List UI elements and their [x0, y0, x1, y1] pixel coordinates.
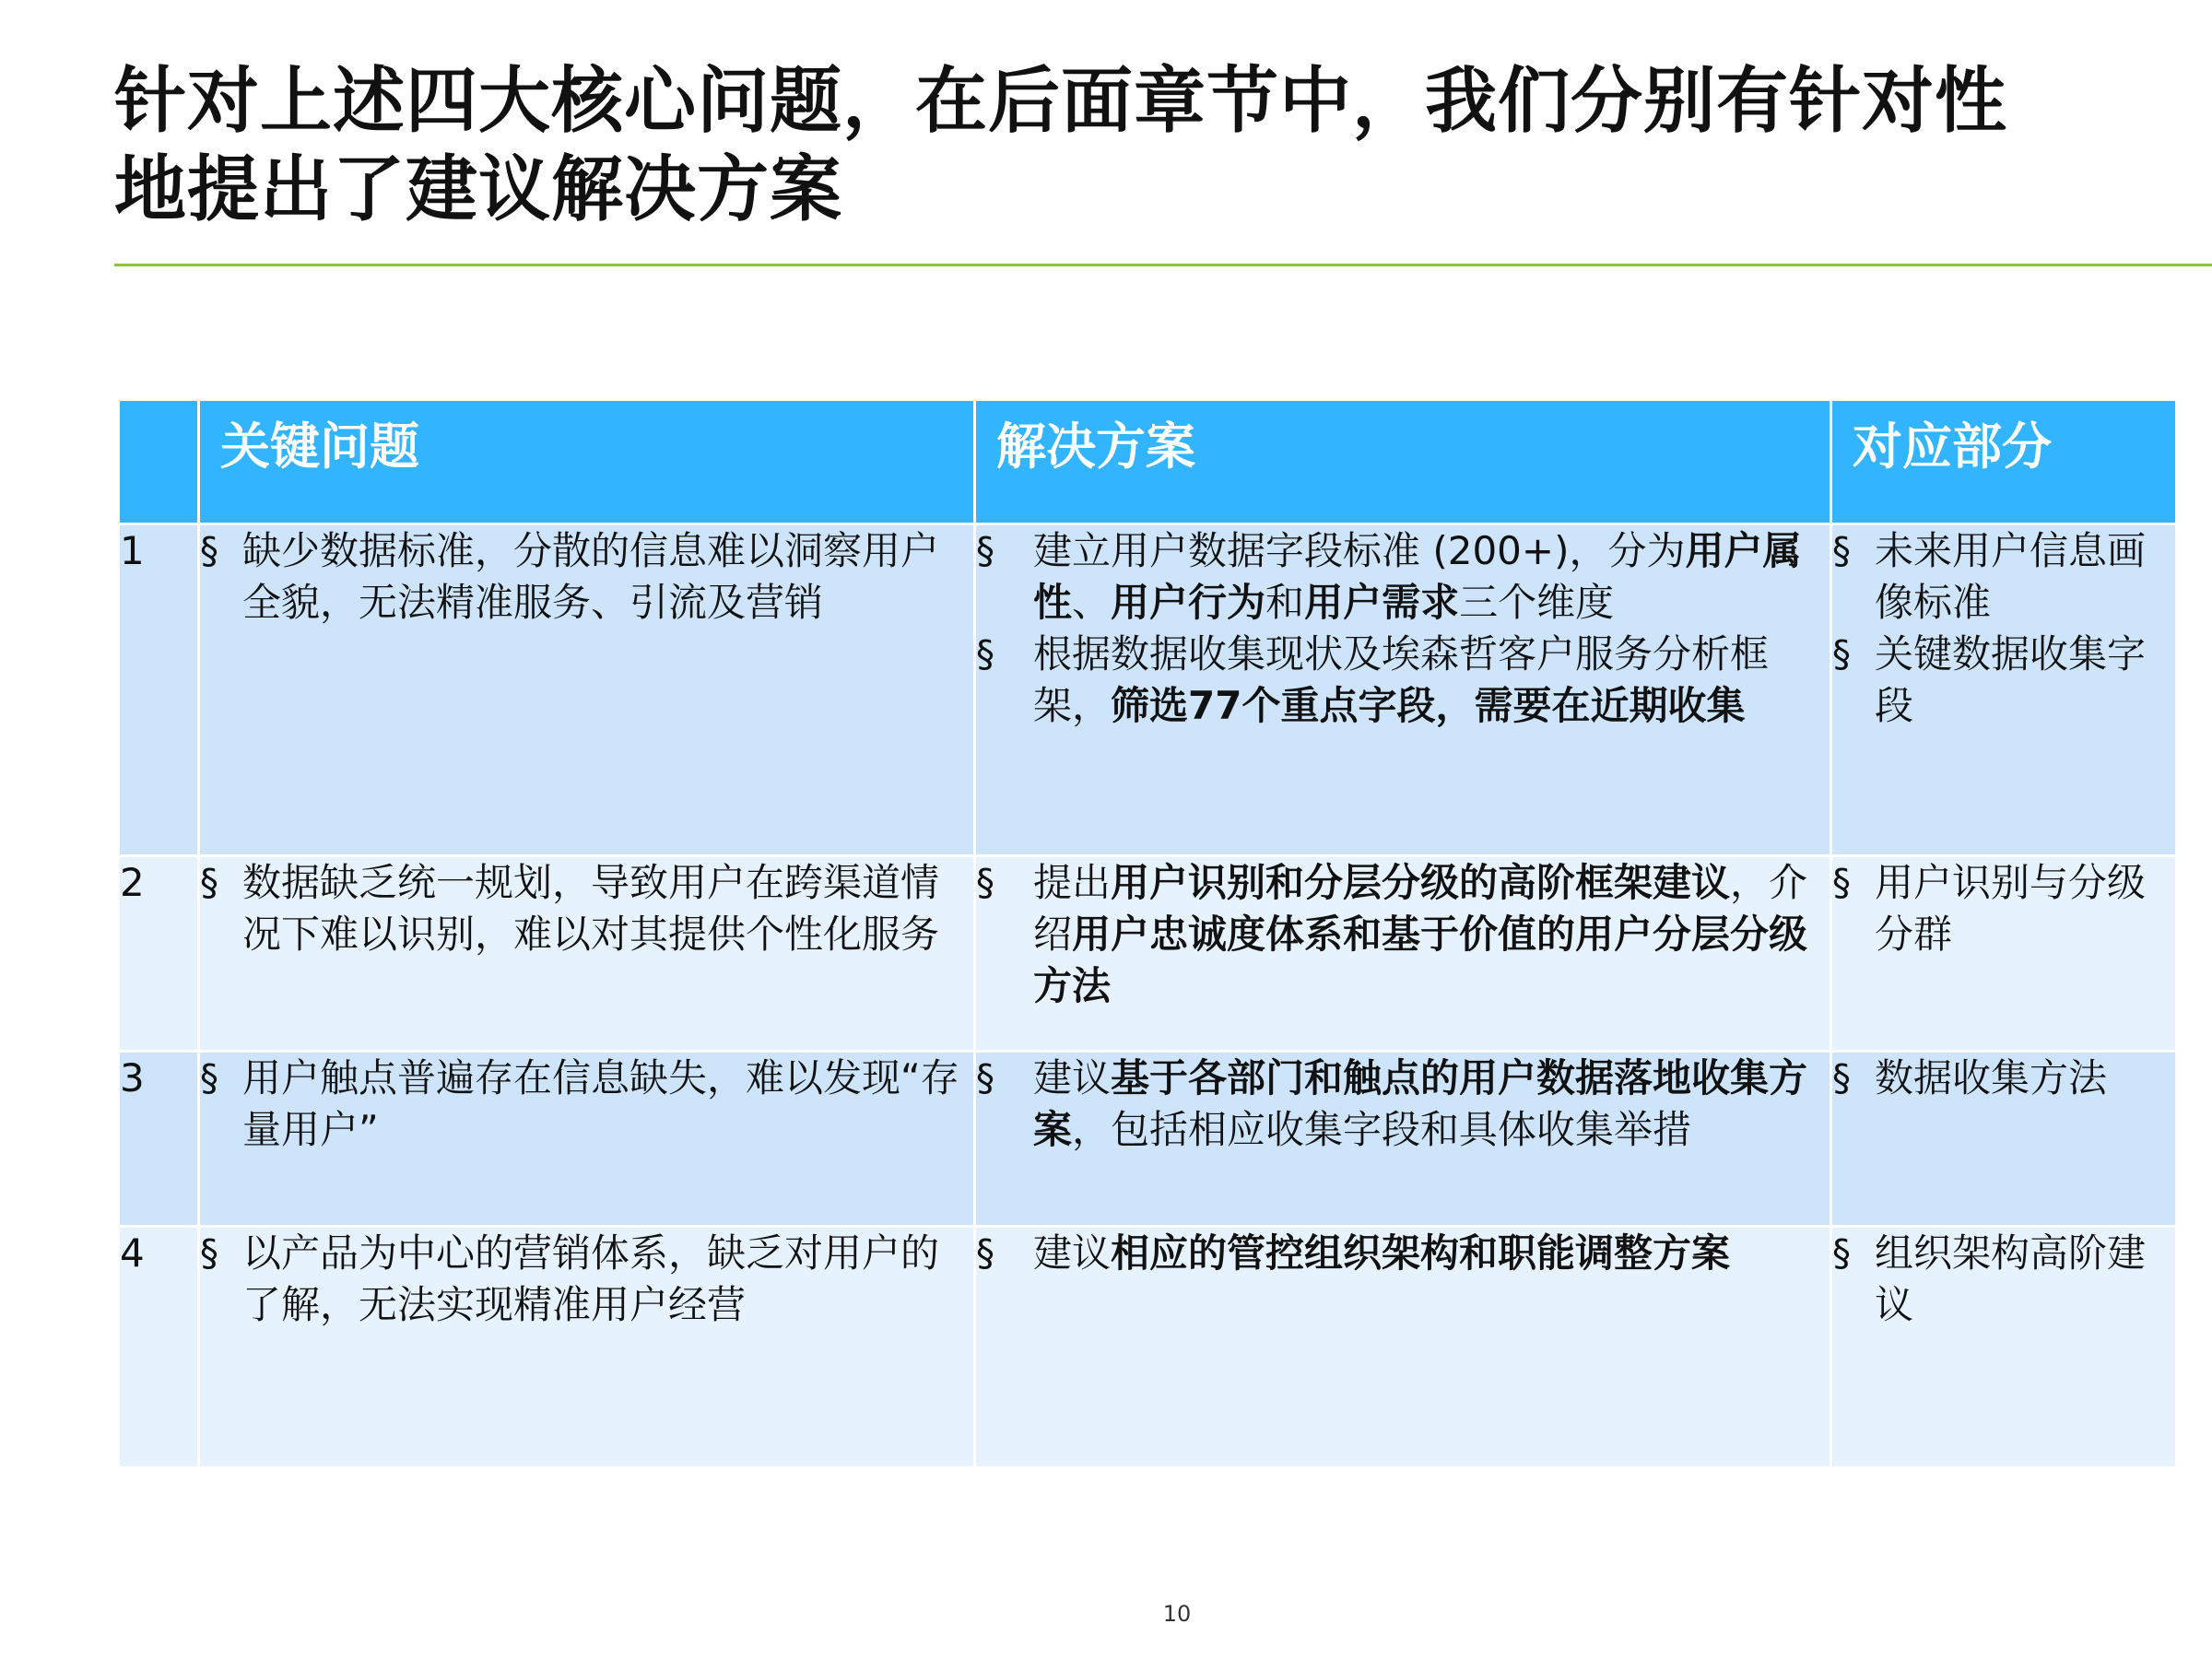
- part-text: 关键数据收集字段: [1875, 631, 2147, 728]
- section-mark-icon: §: [1832, 862, 1851, 904]
- solution-segment: 、: [1072, 580, 1112, 625]
- solution-segment: ，包括相应收集字段和具体收集举措: [1072, 1107, 1692, 1152]
- solution-emphasis: 筛选77个重点字段，需要在近期收集: [1111, 683, 1746, 728]
- solution-segment: ，介绍: [1033, 860, 1808, 957]
- problem-cell: [199, 856, 975, 1052]
- problem-bullet: [200, 525, 973, 629]
- part-bullet: [1832, 629, 2175, 732]
- page-number: 10: [1162, 1601, 1192, 1627]
- part-bullet: [1832, 1053, 2175, 1104]
- problem-text: 以产品为中心的营销体系，缺乏对用户的了解，无法实现精准用户经营: [242, 1230, 940, 1327]
- section-mark-icon: §: [976, 633, 994, 676]
- solution-text: [1033, 525, 1830, 629]
- page-title: [114, 57, 2179, 234]
- section-mark-icon: §: [200, 862, 218, 904]
- solution-emphasis: 用户行为: [1111, 580, 1266, 625]
- row-number: 2: [119, 856, 199, 1052]
- title-divider: [114, 264, 2212, 266]
- solution-segment: 建立用户数据字段标准 (200+)，分为: [1033, 528, 1686, 573]
- part-text: 未来用户信息画像标准: [1875, 528, 2147, 625]
- header-corresponding-part: 对应部分: [1831, 400, 2177, 524]
- part-bullet: [1832, 525, 2175, 629]
- solution-segment: 提出: [1033, 860, 1112, 905]
- issues-solutions-table: [117, 398, 2178, 1469]
- section-mark-icon: §: [1832, 530, 1851, 572]
- solution-segment: 建议: [1033, 1230, 1112, 1276]
- header-number: [119, 400, 199, 524]
- solution-segment: 和: [1265, 580, 1305, 625]
- header-key-issue: 关键问题: [199, 400, 975, 524]
- section-mark-icon: §: [200, 1057, 218, 1100]
- part-bullet: [1832, 857, 2175, 960]
- row-number: 3: [119, 1052, 199, 1227]
- section-mark-icon: §: [200, 530, 218, 572]
- solution-cell: [975, 524, 1831, 856]
- solution-bullet: [976, 1228, 1830, 1279]
- part-cell: [1831, 856, 2177, 1052]
- table-row: [119, 1227, 2177, 1468]
- solution-emphasis: 用户需求: [1304, 580, 1460, 625]
- header-solution: 解决方案: [975, 400, 1831, 524]
- page-title-line-2: 地提出了建议解决方案: [114, 148, 843, 231]
- part-cell: [1831, 1227, 2177, 1468]
- table-row: [119, 524, 2177, 856]
- part-text: 组织架构高阶建议: [1875, 1230, 2147, 1327]
- problem-cell: [199, 1227, 975, 1468]
- solution-cell: [975, 1227, 1831, 1468]
- solution-text: [1033, 1228, 1830, 1279]
- solution-bullet: [976, 525, 1830, 629]
- page-title-line-1: 针对上述四大核心问题，在后面章节中，我们分别有针对性: [114, 60, 2008, 143]
- section-mark-icon: §: [1832, 633, 1851, 676]
- section-mark-icon: §: [976, 1232, 994, 1275]
- solution-emphasis: 用户识别和分层分级的高阶框架建议: [1111, 860, 1731, 905]
- solution-segment: 根据数据收集现状及埃森哲客户服务分析框架，: [1033, 631, 1770, 728]
- problem-text: 数据缺乏统一规划，导致用户在跨渠道情况下难以识别，难以对其提供个性化服务: [242, 860, 940, 957]
- problem-cell: [199, 524, 975, 856]
- solution-emphasis: 相应的管控组织架构和职能调整方案: [1111, 1230, 1731, 1276]
- section-mark-icon: §: [976, 1057, 994, 1100]
- problem-text: 用户触点普遍存在信息缺失，难以发现“存量用户”: [242, 1055, 959, 1152]
- solution-emphasis: 用户忠诚度体系和基于价值的用户分层分级方法: [1033, 912, 1808, 1008]
- part-cell: [1831, 524, 2177, 856]
- solution-bullet: [976, 857, 1830, 1012]
- solution-bullet: [976, 629, 1830, 732]
- solution-text: [1033, 1053, 1830, 1156]
- solution-segment: 建议: [1033, 1055, 1112, 1100]
- section-mark-icon: §: [200, 1232, 218, 1275]
- solution-text: [1033, 857, 1830, 1012]
- problem-bullet: [200, 1053, 973, 1156]
- part-text: 数据收集方法: [1875, 1055, 2108, 1100]
- problem-bullet: [200, 857, 973, 960]
- solution-cell: [975, 1052, 1831, 1227]
- solution-emphasis: 基于各部门和触点的用户数据落地收集方案: [1033, 1055, 1808, 1152]
- row-number: 1: [119, 524, 199, 856]
- part-text: 用户识别与分级分群: [1875, 860, 2147, 957]
- row-number: 4: [119, 1227, 199, 1468]
- problem-cell: [199, 1052, 975, 1227]
- section-mark-icon: §: [976, 530, 994, 572]
- solution-cell: [975, 856, 1831, 1052]
- table-body: [119, 524, 2177, 1468]
- section-mark-icon: §: [976, 862, 994, 904]
- section-mark-icon: §: [1832, 1232, 1851, 1275]
- solution-bullet: [976, 1053, 1830, 1156]
- table-row: [119, 1052, 2177, 1227]
- section-mark-icon: §: [1832, 1057, 1851, 1100]
- problem-text: 缺少数据标准，分散的信息难以洞察用户全貌，无法精准服务、引流及营销: [242, 528, 940, 625]
- problem-bullet: [200, 1228, 973, 1331]
- solution-emphasis: 用户属性: [1033, 528, 1802, 625]
- solution-text: [1033, 629, 1830, 732]
- table-header-row: [119, 400, 2177, 524]
- solution-segment: 三个维度: [1459, 580, 1615, 625]
- table-row: [119, 856, 2177, 1052]
- part-bullet: [1832, 1228, 2175, 1331]
- part-cell: [1831, 1052, 2177, 1227]
